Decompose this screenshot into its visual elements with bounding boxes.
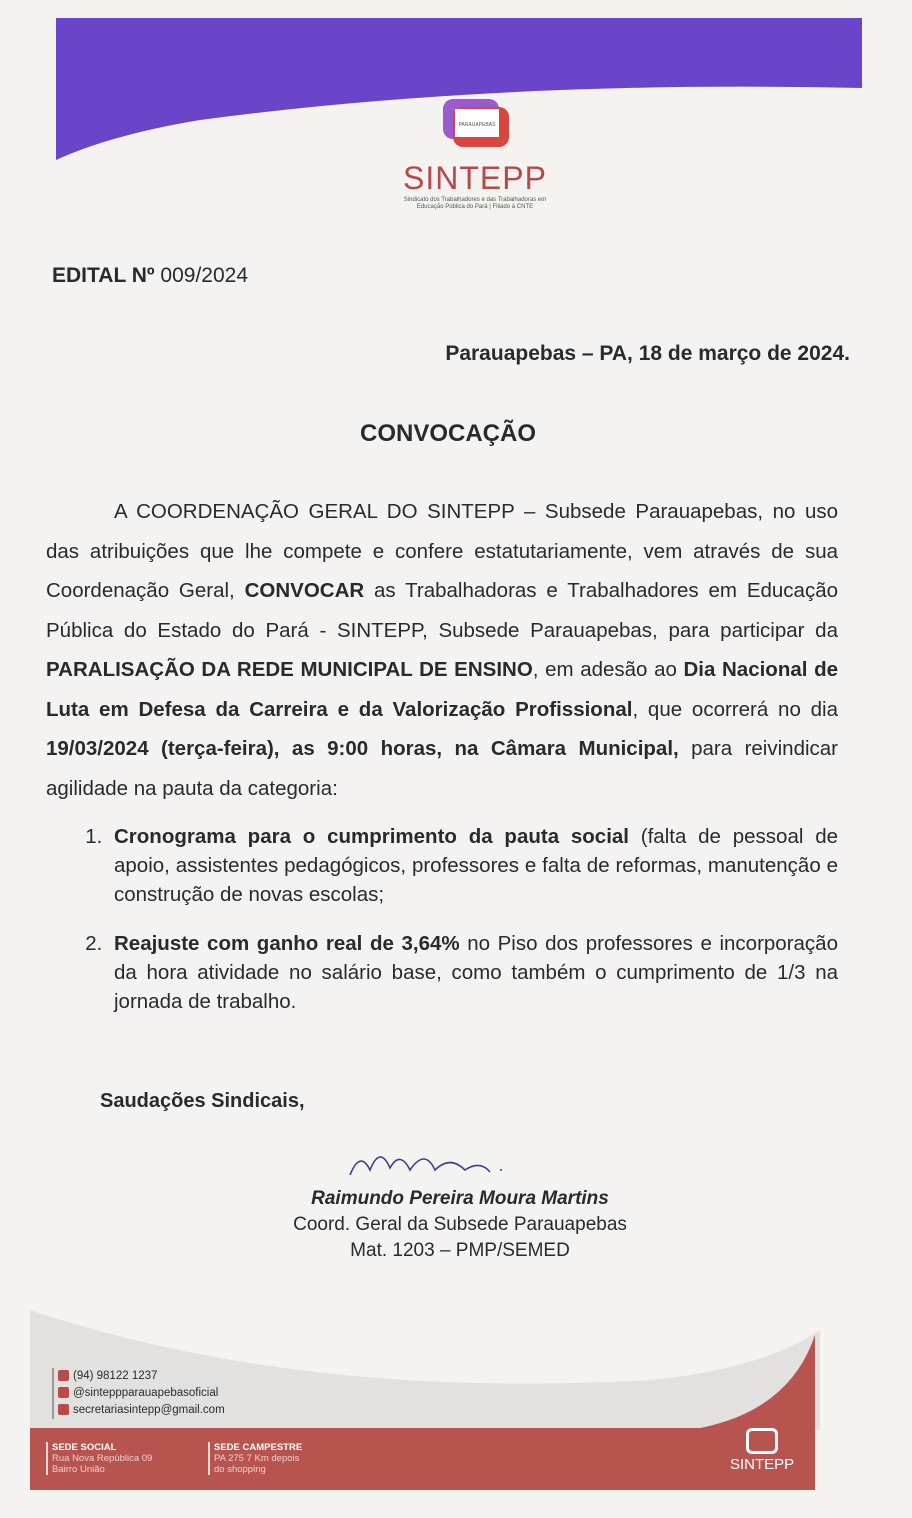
- sintepp-logo: PARAUAPEBAS SINTEPP Sindicato dos Trabalhadores e das Trabalhadoras em Educação Pública do Pará | Filiado à CNTE: [400, 95, 550, 211]
- greeting: Saudações Sindicais,: [100, 1090, 305, 1112]
- document-title: CONVOCAÇÃO: [359, 420, 536, 447]
- edital-number: EDITAL Nº 009/2024: [52, 264, 248, 287]
- document-body: [46, 492, 838, 1036]
- whatsapp-icon: [58, 1370, 69, 1381]
- handwritten-signature: [340, 1140, 540, 1190]
- sede-campestre: SEDE CAMPESTRE PA 275 7 Km depois do shopping: [208, 1442, 302, 1475]
- list-item: 1. Cronograma para o cumprimento da pauta social (falta de pessoal de apoio, assistentes pedagógicos, professores e falta de reformas, manutenção e construção de novas escolas;: [108, 822, 838, 909]
- demands-list: [46, 822, 838, 1016]
- facebook-icon: [58, 1387, 69, 1398]
- date-line: Parauapebas – PA, 18 de março de 2024.: [445, 342, 850, 365]
- contact-info: (94) 98122 1237 @sinteppparauapebasoficial secretariasintepp@gmail.com: [52, 1368, 225, 1419]
- email-icon: [58, 1404, 69, 1415]
- footer-logo: SINTEPP: [730, 1428, 794, 1473]
- speech-bubble-logo-icon: [435, 95, 515, 155]
- sede-social: SEDE SOCIAL Rua Nova República 09 Bairro União: [46, 1442, 152, 1475]
- list-item: 2. Reajuste com ganho real de 3,64% no Piso dos professores e incorporação da hora atividade no salário base, como também o cumprimento de 1/3 na jornada de trabalho.: [108, 929, 838, 1016]
- convocation-paragraph: A COORDENAÇÃO GERAL DO SINTEPP – Subsede Parauapebas, no uso das atribuições que lhe compete e confere estatutariamente, vem através de sua Coordenação Geral, CONVOCAR as Trabalhadoras e Trabalhadores em Educação Pública do Estado do Pará - SINTEPP, Subsede Parauapebas, para participar da PARALISAÇÃO DA REDE MUNICIPAL DE ENSINO, em adesão ao Dia Nacional de Luta em Defesa da Carreira e da Valorização Profissional, que ocorrerá no dia 19/03/2024 (terça-feira), as 9:00 horas, na Câmara Municipal, para reivindicar agilidade na pauta da categoria:: [46, 500, 839, 800]
- speech-bubble-logo-icon: [746, 1428, 778, 1454]
- svg-text:PARAUAPEBAS: PARAUAPEBAS: [458, 122, 496, 128]
- signature-block: Raimundo Pereira Moura Martins Coord. Geral da Subsede Parauapebas Mat. 1203 – PMP/SEMED: [270, 1140, 650, 1264]
